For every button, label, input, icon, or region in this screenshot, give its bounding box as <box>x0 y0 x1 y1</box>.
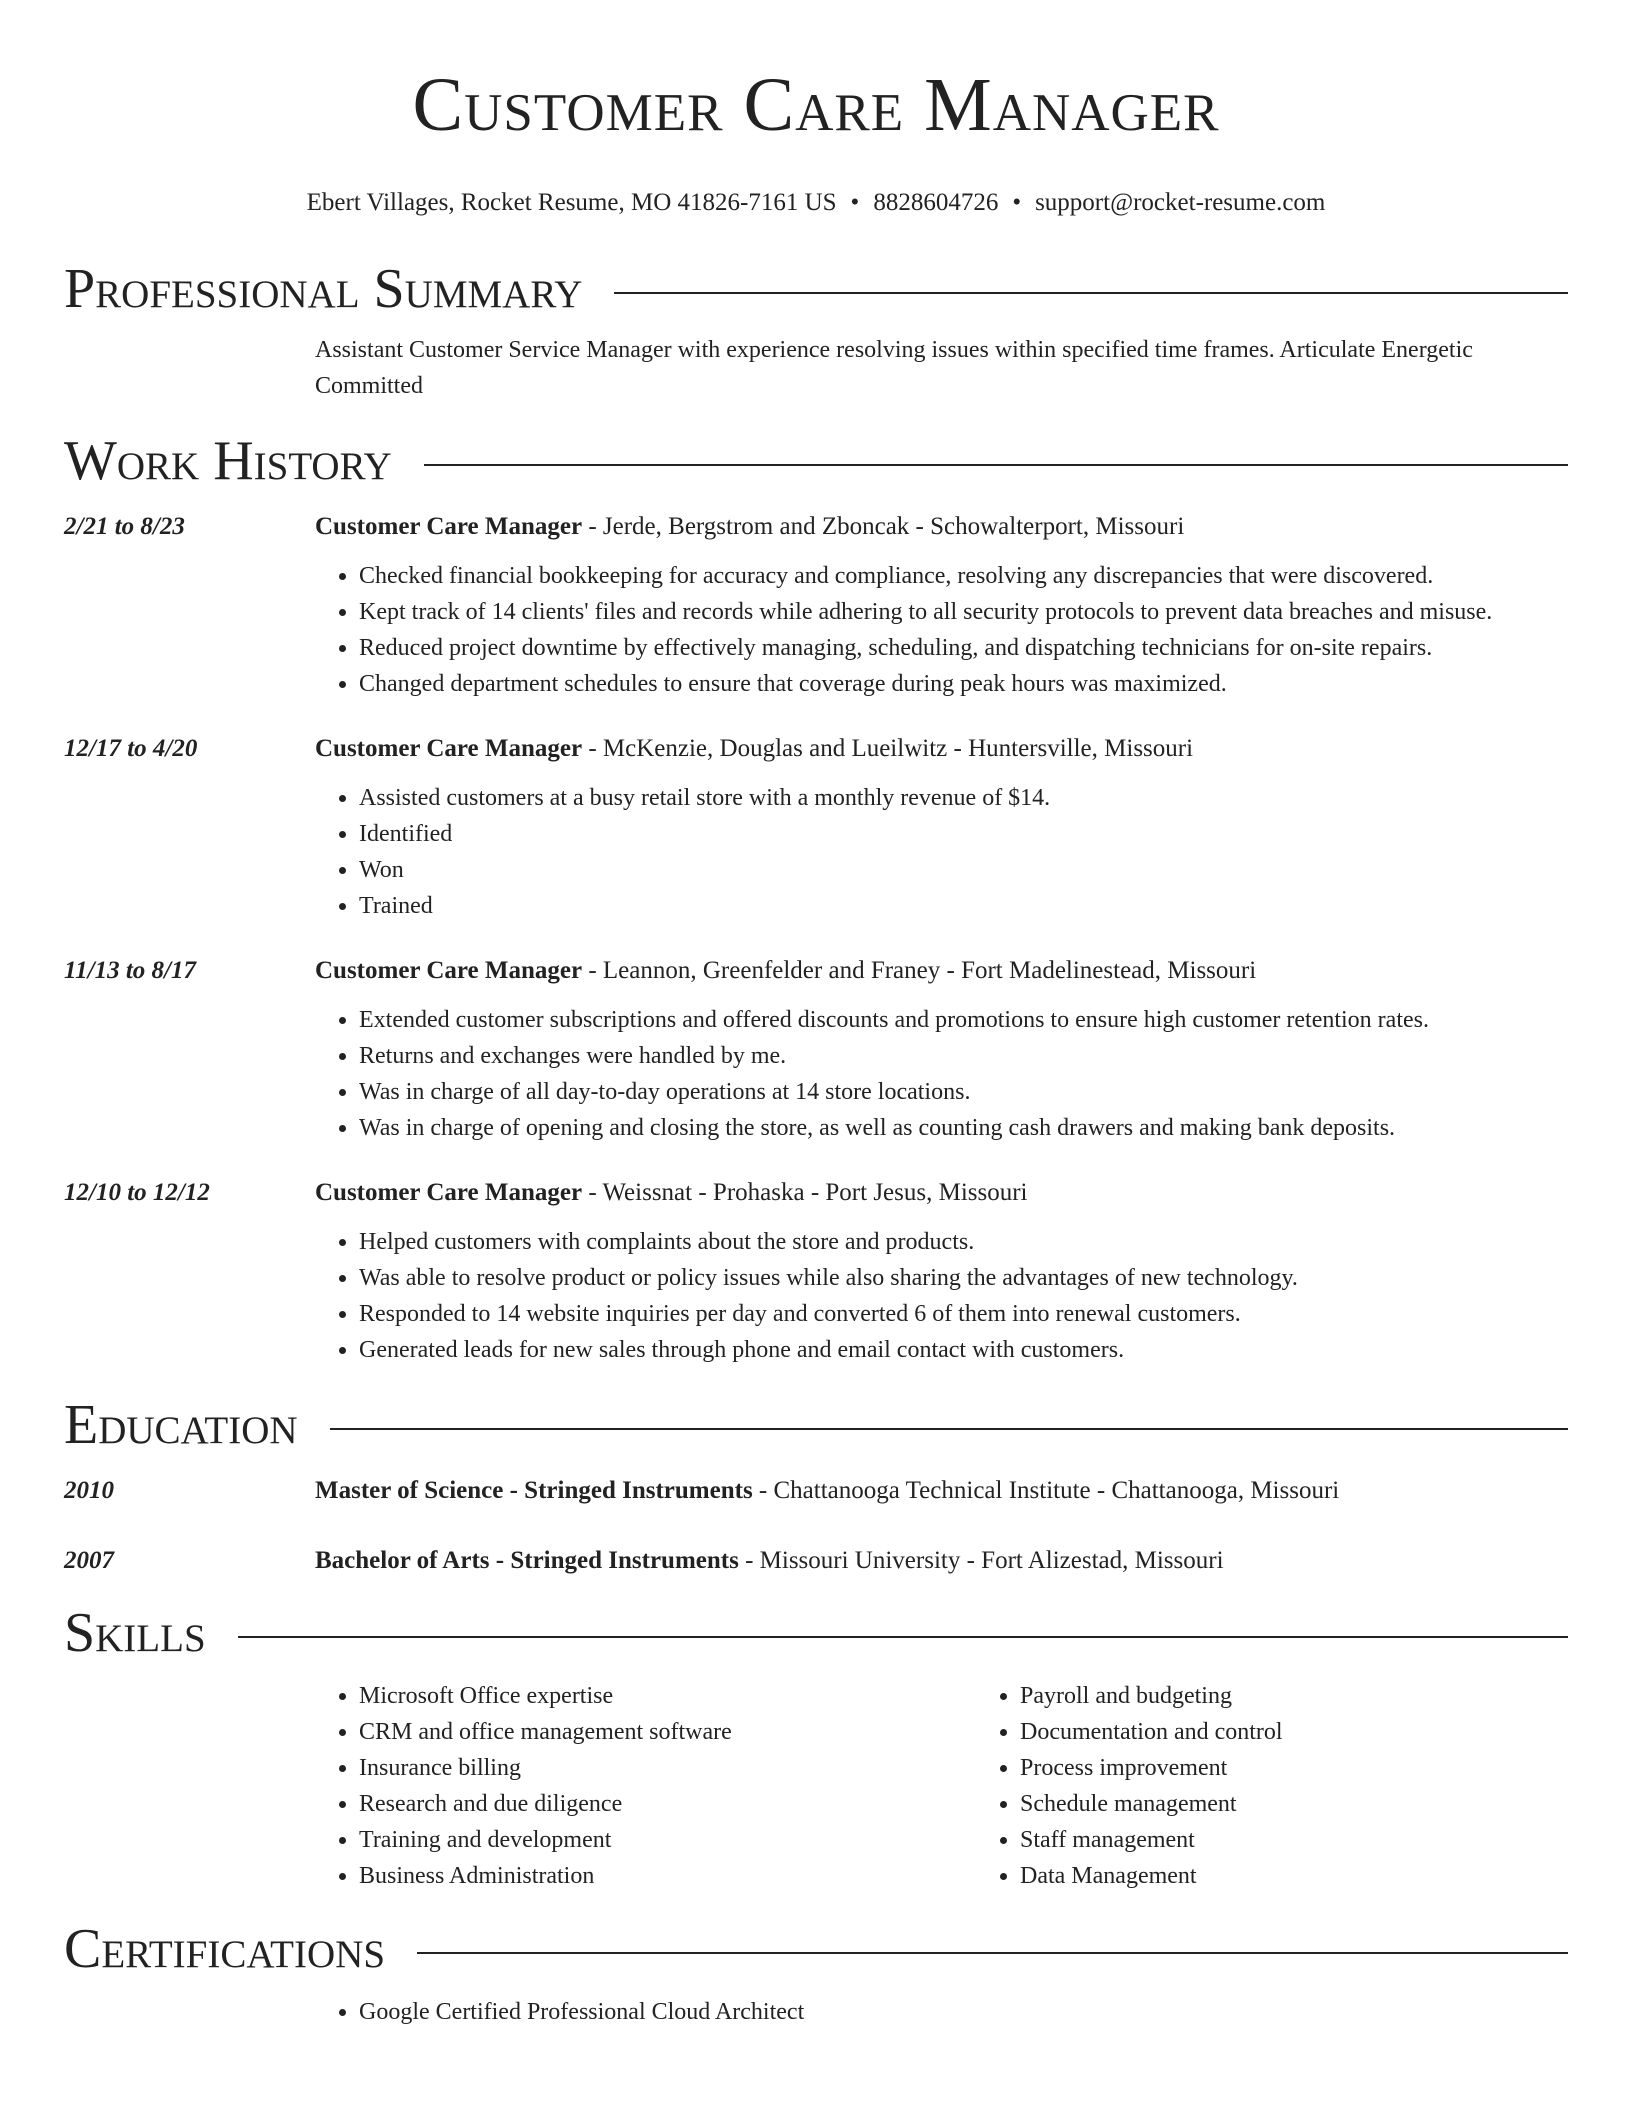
work-bullets <box>315 558 1568 702</box>
work-dates: 12/10 to 12/12 <box>64 1179 210 1206</box>
work-dates: 11/13 to 8/17 <box>64 957 196 984</box>
education-degree: Bachelor of Arts - Stringed Instruments <box>315 1547 739 1574</box>
work-dates: 2/21 to 8/23 <box>64 513 185 540</box>
contact-email: support@rocket-resume.com <box>1035 189 1326 216</box>
skill-item: • Training and development <box>359 1822 976 1858</box>
skill-item: • Staff management <box>1020 1822 1632 1858</box>
work-title-line <box>315 510 1568 544</box>
work-bullet: • Was in charge of opening and closing the store, as well as counting cash drawers and making bank deposits. <box>359 1110 1568 1146</box>
education-section-header <box>64 1390 1568 1460</box>
work-bullet: • Checked financial bookkeeping for accuracy and compliance, resolving any discrepancies that were discovered. <box>359 558 1568 594</box>
work-title-line <box>315 954 1568 988</box>
work-employer: - Leannon, Greenfelder and Franey - Fort Madelinestead, Missouri <box>582 957 1257 984</box>
skills-spacer <box>64 1678 315 1894</box>
work-title-line <box>315 732 1568 766</box>
certifications-list <box>315 1994 804 2030</box>
education-school: - Missouri University - Fort Alizestad, Missouri <box>738 1547 1224 1574</box>
work-details <box>315 510 1568 702</box>
work-bullets <box>315 780 1568 924</box>
work-employer: - McKenzie, Douglas and Lueilwitz - Huntersville, Missouri <box>582 735 1194 762</box>
education-entry <box>64 1544 1568 1578</box>
work-history-list <box>64 510 1568 1368</box>
work-title: Customer Care Manager <box>315 513 583 540</box>
work-employer: - Jerde, Bergstrom and Zboncak - Schowalterport, Missouri <box>582 513 1185 540</box>
education-entry <box>64 1474 1568 1508</box>
work-bullet: • Changed department schedules to ensure that coverage during peak hours was maximized. <box>359 666 1568 702</box>
summary-row <box>64 332 1568 404</box>
work-bullet: • Assisted customers at a busy retail store with a monthly revenue of $14. <box>359 780 1568 816</box>
work-bullet: • Helped customers with complaints about the store and products. <box>359 1224 1568 1260</box>
work-heading: Work History <box>64 430 392 492</box>
certifications-row <box>64 1994 1568 2030</box>
work-bullet: • Returns and exchanges were handled by me. <box>359 1038 1568 1074</box>
skill-item: • Payroll and budgeting <box>1020 1678 1632 1714</box>
contact-line <box>64 188 1568 218</box>
work-details <box>315 1176 1568 1368</box>
skills-heading: Skills <box>64 1602 206 1664</box>
work-entry <box>64 510 1568 702</box>
skills-column-left <box>315 1678 976 1894</box>
work-section-header <box>64 426 1568 496</box>
certifications-heading: Certifications <box>64 1918 386 1980</box>
work-bullet: • Responded to 14 website inquiries per day and converted 6 of them into renewal customers. <box>359 1296 1568 1332</box>
skill-item: • Process improvement <box>1020 1750 1632 1786</box>
section-divider <box>330 1428 1568 1430</box>
education-heading: Education <box>64 1394 298 1456</box>
skills-grid <box>315 1678 1632 1894</box>
summary-section-header <box>64 254 1568 324</box>
education-school: - Chattanooga Technical Institute - Chattanooga, Missouri <box>752 1477 1340 1504</box>
work-bullet: • Won <box>359 852 1568 888</box>
work-bullets <box>315 1224 1568 1368</box>
skill-item: • Schedule management <box>1020 1786 1632 1822</box>
work-entry <box>64 954 1568 1146</box>
work-title: Customer Care Manager <box>315 735 583 762</box>
summary-heading: Professional Summary <box>64 258 583 320</box>
work-bullet: • Generated leads for new sales through phone and email contact with customers. <box>359 1332 1568 1368</box>
work-bullet: • Kept track of 14 clients' files and records while adhering to all security protocols to prevent data breaches and misuse. <box>359 594 1568 630</box>
education-list <box>64 1474 1568 1578</box>
work-details <box>315 732 1568 924</box>
work-entry <box>64 1176 1568 1368</box>
education-degree: Master of Science - Stringed Instruments <box>315 1477 753 1504</box>
work-title: Customer Care Manager <box>315 957 583 984</box>
work-details <box>315 954 1568 1146</box>
education-year: 2010 <box>64 1477 114 1504</box>
section-divider <box>417 1952 1568 1954</box>
skills-row <box>64 1678 1568 1894</box>
work-title: Customer Care Manager <box>315 1179 583 1206</box>
summary-text: Assistant Customer Service Manager with experience resolving issues within specified time frames. Articulate Energetic Committed <box>315 337 1473 399</box>
work-bullets <box>315 1002 1568 1146</box>
education-year: 2007 <box>64 1547 114 1574</box>
section-divider <box>238 1636 1568 1638</box>
work-entry <box>64 732 1568 924</box>
summary-spacer <box>64 332 315 404</box>
contact-address: Ebert Villages, Rocket Resume, MO 41826-7161 US <box>306 189 837 216</box>
skill-item: • Documentation and control <box>1020 1714 1632 1750</box>
section-divider <box>614 292 1568 294</box>
skill-item: • Business Administration <box>359 1858 976 1894</box>
contact-separator: • <box>850 189 860 216</box>
skills-section-header <box>64 1598 1568 1668</box>
skill-item: • Insurance billing <box>359 1750 976 1786</box>
education-details <box>315 1474 1568 1508</box>
candidate-name: Customer Care Manager <box>412 63 1220 147</box>
skill-item: • Research and due diligence <box>359 1786 976 1822</box>
work-bullet: • Identified <box>359 816 1568 852</box>
skills-column-right <box>976 1678 1632 1894</box>
work-employer: - Weissnat - Prohaska - Port Jesus, Missouri <box>582 1179 1028 1206</box>
work-bullet: • Trained <box>359 888 1568 924</box>
skill-item: • CRM and office management software <box>359 1714 976 1750</box>
contact-phone: 8828604726 <box>873 189 999 216</box>
work-title-line <box>315 1176 1568 1210</box>
contact-separator: • <box>1012 189 1022 216</box>
work-bullet: • Was able to resolve product or policy issues while also sharing the advantages of new technology. <box>359 1260 1568 1296</box>
section-divider <box>424 464 1568 466</box>
certifications-spacer <box>64 1994 315 2030</box>
work-bullet: • Extended customer subscriptions and offered discounts and promotions to ensure high customer retention rates. <box>359 1002 1568 1038</box>
education-details <box>315 1544 1568 1578</box>
work-bullet: • Was in charge of all day-to-day operations at 14 store locations. <box>359 1074 1568 1110</box>
skill-item: • Data Management <box>1020 1858 1632 1894</box>
work-bullet: • Reduced project downtime by effectively managing, scheduling, and dispatching technicians for on-site repairs. <box>359 630 1568 666</box>
skill-item: • Microsoft Office expertise <box>359 1678 976 1714</box>
certification-item: • Google Certified Professional Cloud Architect <box>359 1994 804 2030</box>
certifications-section-header <box>64 1914 1568 1984</box>
work-dates: 12/17 to 4/20 <box>64 735 198 762</box>
